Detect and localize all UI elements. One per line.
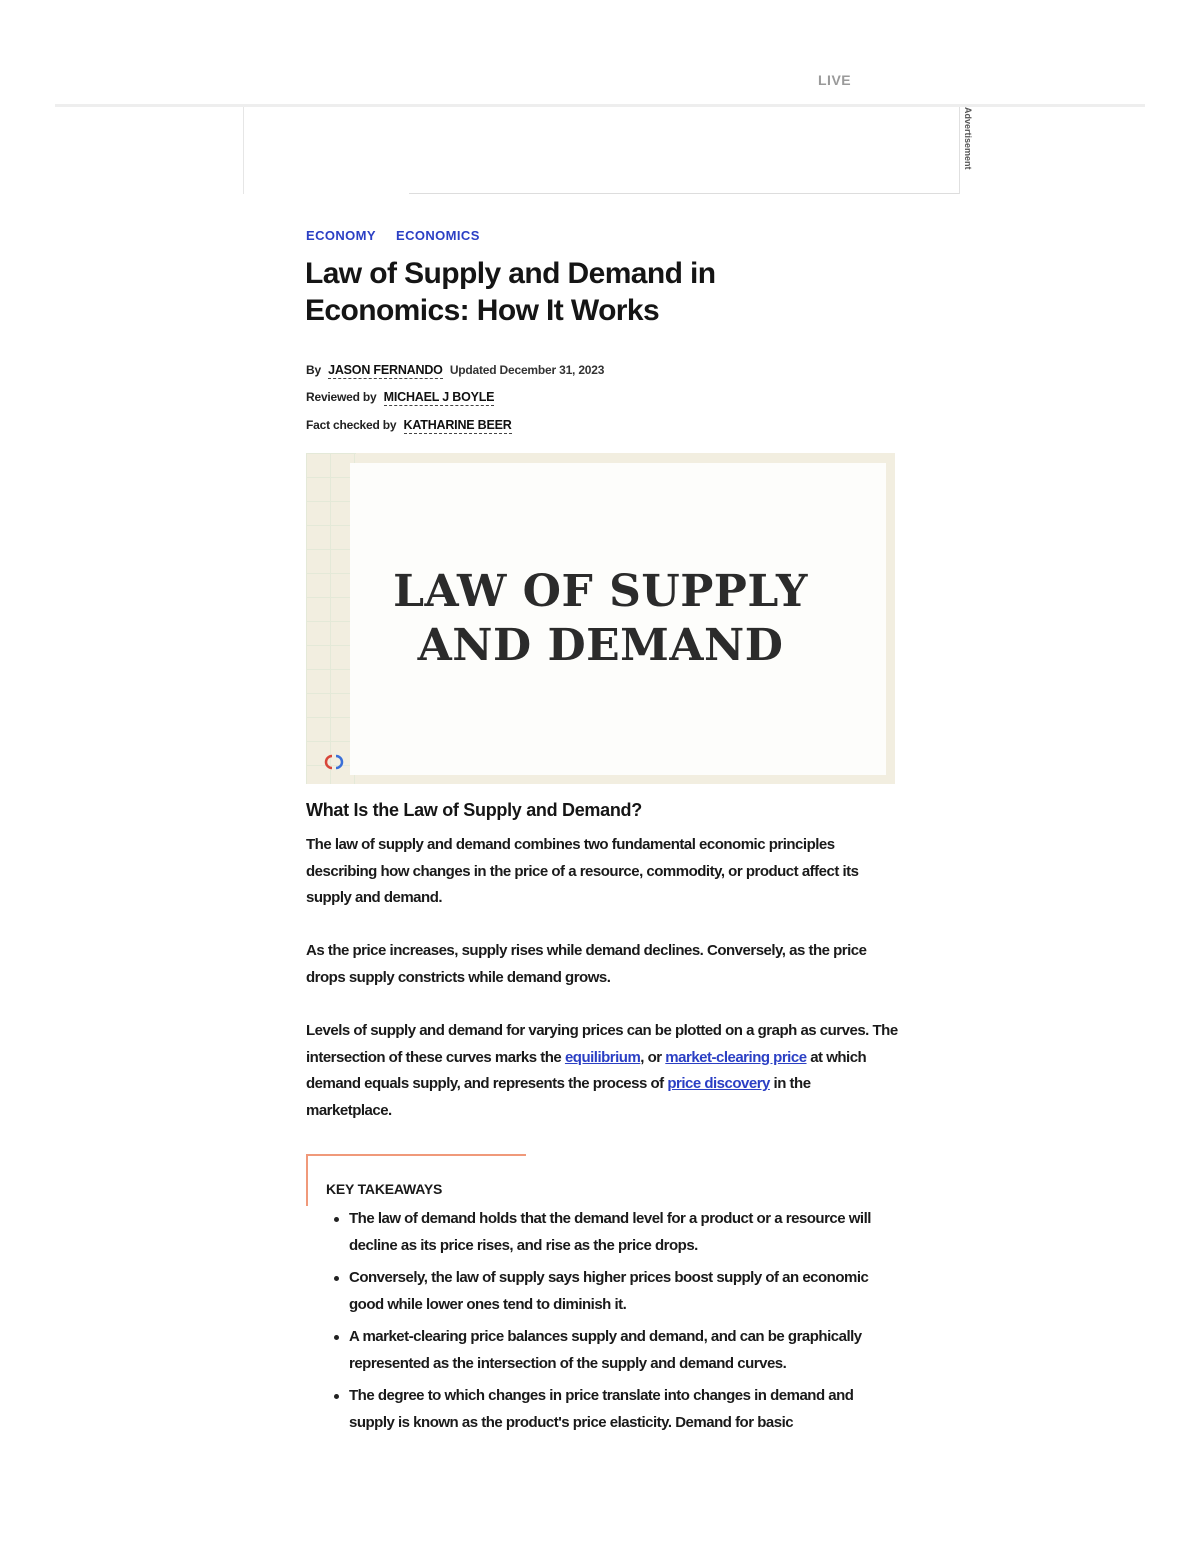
link-equilibrium[interactable]: equilibrium: [564, 1048, 641, 1066]
factchecker-link[interactable]: KATHARINE BEER: [403, 418, 512, 432]
by-label: By: [306, 363, 321, 377]
hero-title-line-1: LAW OF SUPPLY: [393, 566, 808, 617]
list-item: The law of demand holds that the demand level for a product or a resource will decline as its price rises, and rise as the price drops.: [330, 1206, 878, 1259]
advertisement-label: Advertisement: [963, 107, 973, 170]
paragraph-1: The law of supply and demand combines two fundamental economic principles describing how changes in the price of a resource, commodity, or product affect its supply and demand.: [306, 836, 859, 906]
link-market-clearing-price[interactable]: market-clearing price: [665, 1048, 807, 1066]
breadcrumb-economics[interactable]: ECONOMICS: [396, 228, 480, 243]
section-heading: What Is the Law of Supply and Demand?: [306, 800, 642, 820]
paragraph-3: Levels of supply and demand for varying prices can be plotted on a graph as curves. The intersection of these curves marks the equilibrium, or market-clearing price at which demand equals supply, and represents the process of price discovery in the marketplace.: [306, 1022, 898, 1119]
updated-date: Updated December 31, 2023: [449, 363, 605, 377]
byline-reviewer: [306, 390, 498, 404]
link-price-discovery[interactable]: price discovery: [667, 1075, 770, 1092]
author-link[interactable]: JASON FERNANDO: [328, 363, 443, 377]
paragraph-2: As the price increases, supply rises while demand declines. Conversely, as the price drops supply constricts while demand grows.: [306, 942, 867, 986]
hero-title-line-2: AND DEMAND: [417, 620, 784, 671]
reviewer-link[interactable]: MICHAEL J BOYLE: [383, 390, 495, 404]
list-item: A market-clearing price balances supply and demand, and can be graphically represented as the intersection of the supply and demand curves.: [330, 1324, 878, 1377]
hero-title: [306, 565, 895, 673]
list-item: Conversely, the law of supply says higher prices boost supply of an economic good while lower ones tend to diminish it.: [330, 1265, 878, 1318]
advertisement-slot: [243, 107, 960, 194]
byline-factchecker: [306, 418, 516, 432]
page-title: Law of Supply and Demand in Economics: How It Works: [305, 257, 716, 327]
factcheck-label: Fact checked by: [306, 418, 397, 432]
byline-author: [306, 363, 604, 377]
reviewed-label: Reviewed by: [306, 390, 377, 404]
hero-image: [306, 453, 895, 784]
breadcrumb-economy[interactable]: ECONOMY: [306, 228, 376, 243]
brand-logo-icon: [324, 754, 344, 770]
list-item: The degree to which changes in price translate into changes in demand and supply is known as the product's price elasticity. Demand for basic: [330, 1383, 878, 1436]
key-takeaways-title: KEY TAKEAWAYS: [326, 1181, 443, 1197]
live-link[interactable]: LIVE: [818, 72, 852, 88]
key-takeaways-list: [330, 1206, 878, 1442]
breadcrumb: [306, 228, 496, 243]
